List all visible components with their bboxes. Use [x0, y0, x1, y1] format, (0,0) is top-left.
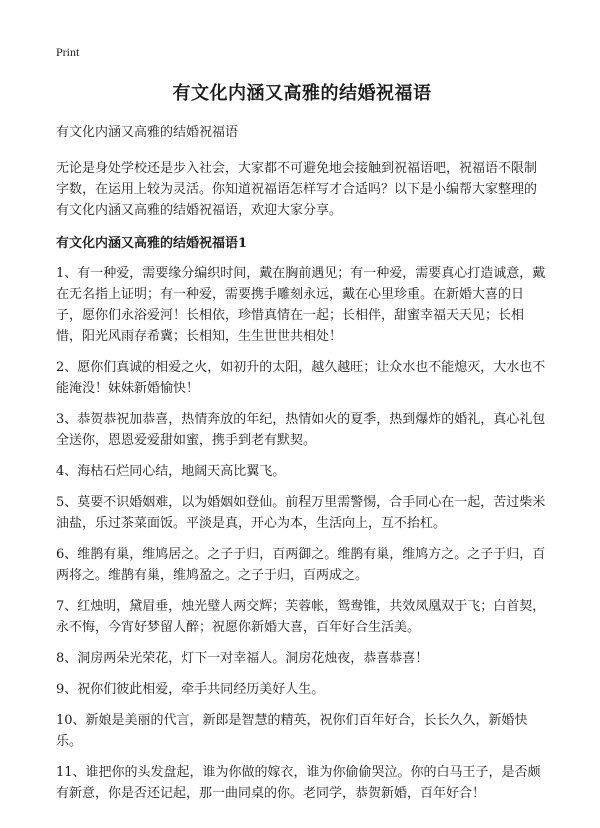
intro-paragraph: 无论是身处学校还是步入社会，大家都不可避免地会接触到祝福语吧，祝福语不限制字数，在运用上较为灵活。你知道祝福语怎样写才合适吗？以下是小编帮大家整理的有文化内涵又高雅的结婚祝福语，欢迎大家分享。 [56, 161, 538, 218]
blessing-item: 4、海枯石烂同心结，地阔天高比翼飞。 [56, 464, 286, 479]
blessing-item: 3、恭贺恭祝加恭喜，热情奔放的年纪，热情如火的夏季，热到爆炸的婚礼，真心礼包全送你，恩恩爱爱甜如蜜，携手到老有默契。 [56, 412, 546, 448]
print-link[interactable]: Print [56, 45, 80, 59]
blessing-item: 9、祝你们彼此相爱，牵手共同经历美好人生。 [56, 682, 325, 697]
blessing-item: 6、维鹊有巢，维鸠居之。之子于归，百两御之。维鹊有巢，维鸠方之。之子于归，百两将之。维鹊有巢，维鸠盈之。之子于归，百两成之。 [56, 547, 546, 583]
blessing-item: 7、红烛明，黛眉垂，烛光璧人两交辉；芙蓉帐，鸳鸯锥，共效凤凰双于飞；白首契，永不悔，今宵好梦留人醉；祝愿你新婚大喜，百年好合生活美。 [56, 599, 546, 635]
blessing-item: 2、愿你们真诚的相爱之火，如初升的太阳，越久越旺；让众水也不能熄灭，大水也不能淹没！妹妹新婚愉快！ [56, 360, 546, 396]
blessing-item: 11、谁把你的头发盘起，谁为你做的嫁衣，谁为你偷偷哭泣。你的白马王子，是否颇有新意，你是否还记起，那一曲同桌的你。老同学，恭贺新婚，百年好合！ [56, 765, 541, 801]
section-heading: 有文化内涵又高雅的结婚祝福语1 [56, 236, 248, 251]
blessing-item: 5、莫要不识婚姻难，以为婚姻如登仙。前程万里需警惕，合手同心在一起，苦过柴米油盐，乐过茶菜面饭。平淡是真，开心为本，生活向上，互不抬杠。 [56, 495, 546, 531]
blessing-item: 1、有一种爱，需要缘分编织时间，戴在胸前遇见；有一种爱，需要真心打造诚意，戴在无名指上证明；有一种爱，需要携手雕刻永远，戴在心里珍重。在新婚大喜的日子，愿你们永浴爱河！长相依，珍惜真情在一起；长相伴，甜蜜幸福天天见；长相惜，阳光风雨存希冀；长相知，生生世世共相处！ [56, 266, 546, 344]
blessing-item: 8、洞房两朵光荣花，灯下一对幸福人。洞房花烛夜，恭喜恭喜！ [56, 651, 429, 666]
blessing-list [56, 263, 548, 804]
blessing-item: 10、新娘是美丽的代言，新郎是智慧的精英，祝你们百年好合，长长久久，新婚快乐。 [56, 713, 528, 749]
page-title: 有文化内涵又高雅的结婚祝福语 [172, 83, 432, 104]
document-subtitle: 有文化内涵又高雅的结婚祝福语 [56, 125, 239, 140]
